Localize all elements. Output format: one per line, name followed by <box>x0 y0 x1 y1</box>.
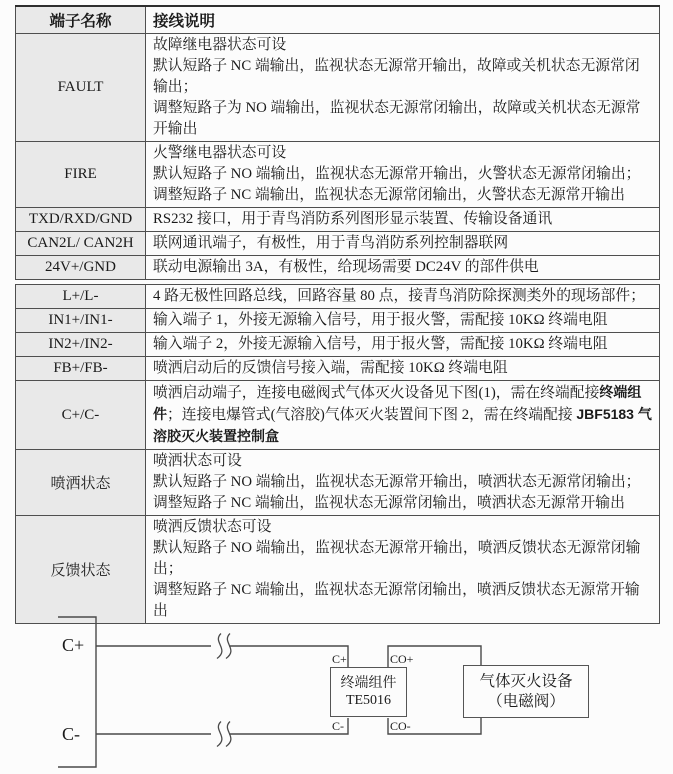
description-paragraph: 联网通讯端子，有极性，用于青鸟消防系列控制器联网 <box>153 235 509 251</box>
terminal-component-box <box>330 667 407 717</box>
table-row <box>16 450 660 516</box>
wiring-description-cell <box>146 34 660 142</box>
terminal-name-cell: 24V+/GND <box>16 256 146 280</box>
cable-break-icon <box>217 634 222 659</box>
te-input-c-plus-label: C+ <box>332 652 347 666</box>
terminal-name-cell: FIRE <box>16 142 146 208</box>
terminal-name-cell: IN2+/IN2- <box>16 333 146 357</box>
description-paragraph: 默认短路子 NO 端输出，监视状态无源常开输出，喷洒状态无源常闭输出； <box>153 474 641 490</box>
wiring-description-cell <box>146 285 660 309</box>
table-row <box>16 381 660 450</box>
table-row <box>16 256 660 280</box>
terminal-name-cell: TXD/RXD/GND <box>16 208 146 232</box>
description-paragraph: 调整短路子为 NO 端输出，监视状态无源常闭输出，故障或关机状态无源常开输出 <box>153 100 641 137</box>
terminal-table-section-1 <box>15 5 660 280</box>
terminal-name-cell: L+/L- <box>16 285 146 309</box>
cable-break-icon <box>226 634 231 659</box>
table-row <box>16 142 660 208</box>
gas-extinguisher-box <box>463 665 589 718</box>
panel-terminal-c-minus-label: C- <box>62 724 80 744</box>
terminal-name-cell: FB+/FB- <box>16 357 146 381</box>
description-paragraph: 调整短路子 NC 端输出，监视状态无源常闭输出，喷洒反馈状态无源常开输出 <box>153 582 640 619</box>
te-input-c-minus-label: C- <box>332 718 344 733</box>
table-row <box>16 333 660 357</box>
table-row <box>16 232 660 256</box>
terminal-component-name: 终端组件 <box>340 676 397 691</box>
description-paragraph: 调整短路子 NC 端输出，监视状态无源常闭输出，喷洒状态无源常开输出 <box>153 495 625 511</box>
te-output-co-plus-label: CO+ <box>390 652 414 666</box>
gas-extinguisher-type: （电磁阀） <box>487 692 565 710</box>
wiring-description-cell <box>146 333 660 357</box>
table-row <box>16 285 660 309</box>
terminal-name-cell: 反馈状态 <box>16 516 146 624</box>
table-header-row <box>16 6 660 34</box>
wiring-description-cell <box>146 357 660 381</box>
panel-terminal-c-plus-label: C+ <box>62 635 85 655</box>
description-paragraph: 火警继电器状态可设 <box>153 145 287 161</box>
cable-break-icon <box>217 722 222 747</box>
table-row <box>16 34 660 142</box>
cable-break-icon <box>226 722 231 747</box>
terminal-table-section-2 <box>15 284 660 624</box>
wiring-description-cell <box>146 309 660 333</box>
terminal-name-cell: CAN2L/ CAN2H <box>16 232 146 256</box>
table-row <box>16 309 660 333</box>
description-paragraph: 喷洒启动后的反馈信号接入端，需配接 10KΩ 终端电阻 <box>153 360 508 376</box>
table-row <box>16 516 660 624</box>
wiring-description-cell <box>146 232 660 256</box>
description-paragraph: 默认短路子 NO 端输出，监视状态无源常开输出，喷洒反馈状态无源常闭输出； <box>153 540 641 577</box>
terminal-name-cell: IN1+/IN1- <box>16 309 146 333</box>
table-row <box>16 208 660 232</box>
header-terminal-name: 端子名称 <box>16 6 146 34</box>
terminal-wiring-document <box>15 5 660 624</box>
description-paragraph: 4 路无极性回路总线，回路容量 80 点，接青鸟消防除探测类外的现场部件； <box>153 288 645 304</box>
wiring-description-cell <box>146 450 660 516</box>
description-paragraph: 默认短路子 NC 端输出，监视状态无源常开输出，故障或关机状态无源常闭输出； <box>153 58 640 95</box>
te-output-co-minus-label: CO- <box>390 718 411 733</box>
terminal-name-cell: 喷洒状态 <box>16 450 146 516</box>
description-paragraph: 调整短路子 NC 端输出，监视状态无源常闭输出，火警状态无源常开输出 <box>153 187 625 203</box>
wiring-description-cell <box>146 256 660 280</box>
terminal-component-model: TE5016 <box>345 693 392 708</box>
description-paragraph: 输入端子 1，外接无源输入信号，用于报火警，需配接 10KΩ 终端电阻 <box>153 312 608 328</box>
description-paragraph: 联动电源输出 3A，有极性，给现场需要 DC24V 的部件供电 <box>153 259 539 275</box>
description-paragraph: 喷洒反馈状态可设 <box>153 519 272 535</box>
controller-panel-edge <box>58 617 96 767</box>
wiring-description-cell <box>146 142 660 208</box>
description-paragraph: RS232 接口，用于青鸟消防系列图形显示装置、传输设备通讯 <box>153 211 553 227</box>
gas-extinguisher-name: 气体灭火设备 <box>479 672 573 690</box>
description-paragraph: 默认短路子 NO 端输出，监视状态无源常开输出，火警状态无源常闭输出； <box>153 166 641 182</box>
terminal-name-cell: FAULT <box>16 34 146 142</box>
table-row <box>16 357 660 381</box>
wiring-description-cell <box>146 516 660 624</box>
description-paragraph: 故障继电器状态可设 <box>153 37 287 53</box>
wiring-description-cell <box>146 208 660 232</box>
description-paragraph: 喷洒启动端子，连接电磁阀式气体灭火设备见下图(1)，需在终端配接终端组件；连接电爆管式(气溶胶)气体灭火装置间下图 2，需在终端配接 JBF5183 气溶胶灭火装置控制盒 <box>153 384 652 444</box>
terminal-name-cell: C+/C- <box>16 381 146 450</box>
description-paragraph: 输入端子 2，外接无源输入信号，用于报火警，需配接 10KΩ 终端电阻 <box>153 336 608 352</box>
wiring-description-cell <box>146 381 660 450</box>
header-wiring-description: 接线说明 <box>146 6 660 34</box>
description-paragraph: 喷洒状态可设 <box>153 453 242 469</box>
